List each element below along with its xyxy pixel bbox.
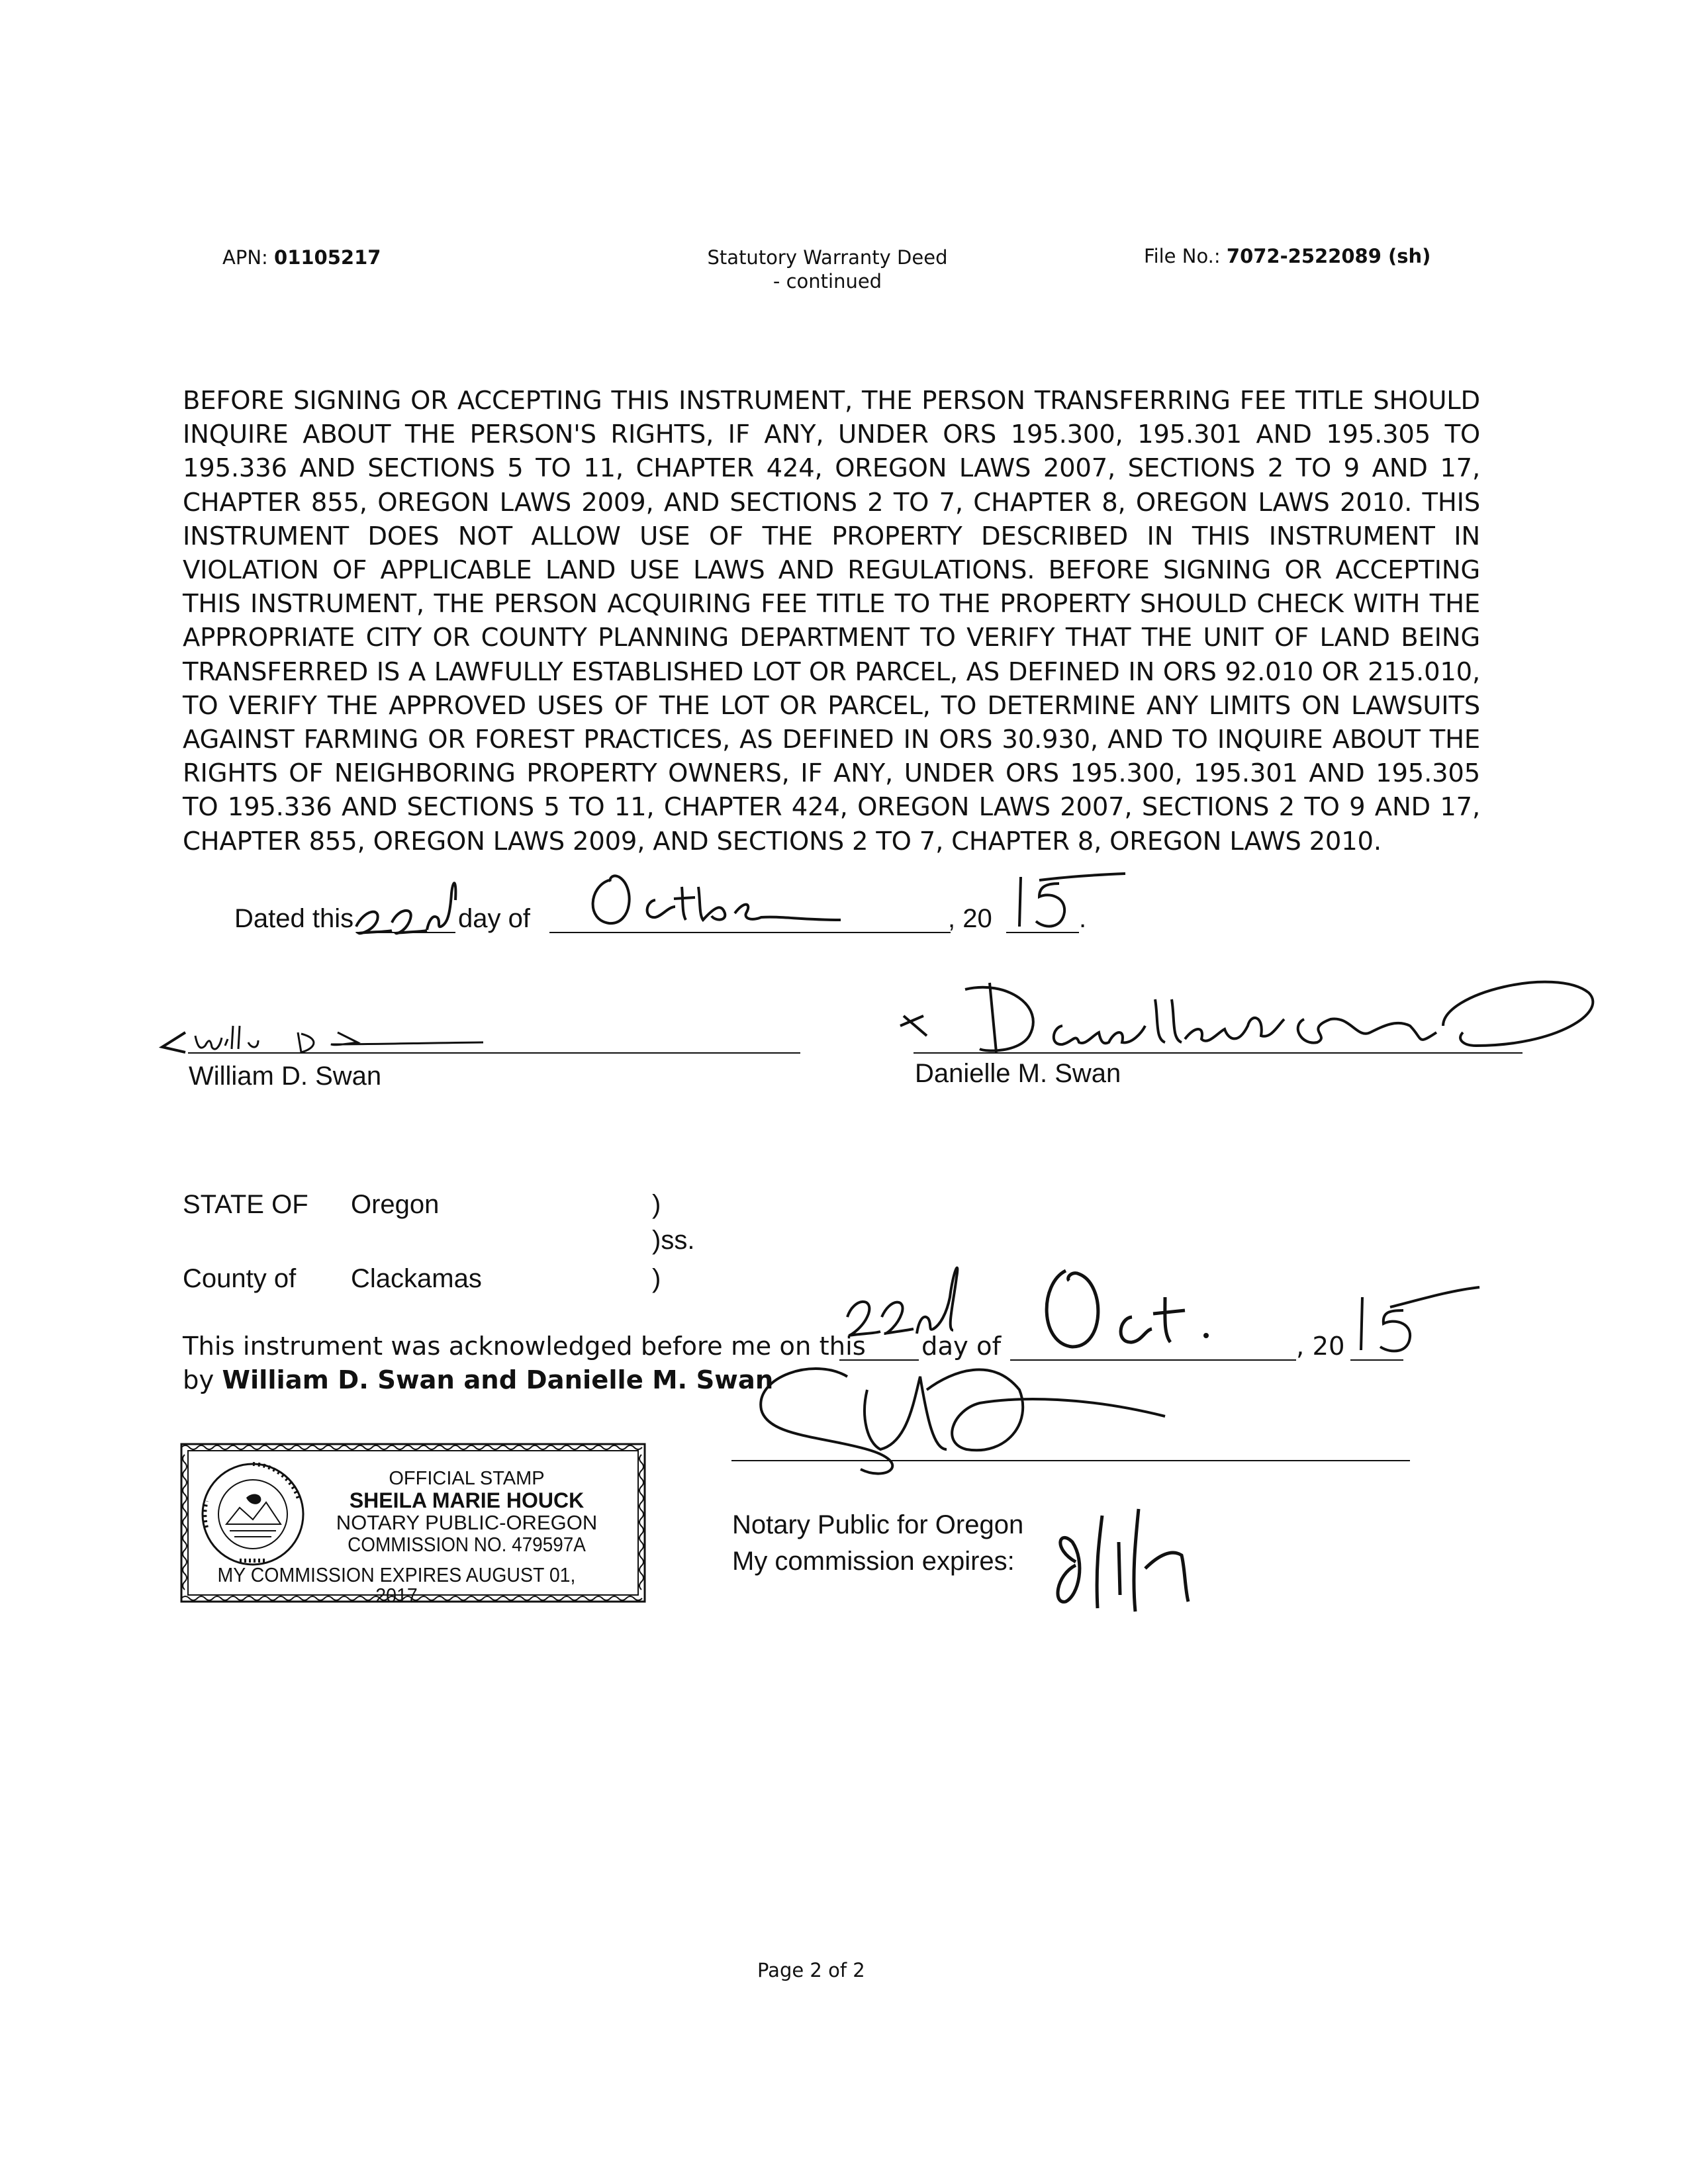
ack-day-of: day of <box>921 1332 1002 1361</box>
notary-signature-drawing <box>715 1350 1192 1489</box>
notice-line: AGAINST FARMING OR FOREST PRACTICES, AS DEFINED IN ORS 30.930, AND TO INQUIRE ABOUT THE <box>183 725 1480 755</box>
dated-period: . <box>1079 904 1087 933</box>
dated-month-handwriting <box>583 860 861 933</box>
state-label: STATE OF <box>183 1190 308 1219</box>
apn-label: APN: <box>222 246 268 269</box>
signer1-signature-drawing <box>159 1006 490 1059</box>
ack-prefix: This instrument was acknowledged before me on this <box>183 1332 866 1361</box>
venue-ss: )ss. <box>652 1226 695 1255</box>
apn-value: 01105217 <box>274 246 381 269</box>
page-number: Page 2 of 2 <box>757 1959 865 1981</box>
file-number-header <box>1144 245 1430 267</box>
ack-month-handwriting <box>1033 1257 1244 1357</box>
document-title <box>662 246 993 293</box>
notice-line: CHAPTER 855, OREGON LAWS 2009, AND SECTIONS 2 TO 7, CHAPTER 8, OREGON LAWS 2010. <box>183 826 1382 856</box>
notice-line: VIOLATION OF APPLICABLE LAND USE LAWS AND REGULATIONS. BEFORE SIGNING OR ACCEPTING <box>183 555 1480 586</box>
dated-prefix: Dated this <box>234 904 354 933</box>
file-label: File No.: <box>1144 245 1221 267</box>
notice-line: THIS INSTRUMENT, THE PERSON ACQUIRING FEE TITLE TO THE PROPERTY SHOULD CHECK WITH THE <box>183 589 1480 619</box>
ack-year-handwriting <box>1350 1284 1483 1363</box>
dated-day-of: day of <box>458 904 530 933</box>
notary-signature-line <box>731 1460 1410 1461</box>
county-value: Clackamas <box>351 1264 482 1293</box>
commission-expires-label: My commission expires: <box>732 1547 1015 1576</box>
document-title-line2: - continued <box>773 270 882 293</box>
stamp-line5: MY COMMISSION EXPIRES AUGUST 01, 2017 <box>217 1563 576 1607</box>
notice-line: TO 195.336 AND SECTIONS 5 TO 11, CHAPTER 424, OREGON LAWS 2007, SECTIONS 2 TO 9 AND 17, <box>183 792 1480 823</box>
stamp-line4: COMMISSION NO. 479597A <box>348 1533 586 1556</box>
notice-line: 195.336 AND SECTIONS 5 TO 11, CHAPTER 424, OREGON LAWS 2007, SECTIONS 2 TO 9 AND 17, <box>183 453 1480 484</box>
signer2-name: Danielle M. Swan <box>915 1059 1121 1088</box>
file-value: 7072-2522089 (sh) <box>1226 245 1431 267</box>
state-value: Oregon <box>351 1190 440 1219</box>
land-use-notice <box>183 384 1480 858</box>
notice-line: RIGHTS OF NEIGHBORING PROPERTY OWNERS, IF ANY, UNDER ORS 195.300, 195.301 AND 195.305 <box>183 758 1480 789</box>
dated-day-handwriting <box>351 874 463 940</box>
ack-day-handwriting <box>841 1251 980 1357</box>
stamp-line3: NOTARY PUBLIC-OREGON <box>336 1511 598 1534</box>
state-seal-icon <box>200 1461 306 1567</box>
stamp-text-block <box>311 1469 622 1555</box>
ack-year-prefix: , 20 <box>1296 1332 1345 1361</box>
notice-line: APPROPRIATE CITY OR COUNTY PLANNING DEPARTMENT TO VERIFY THAT THE UNIT OF LAND BEING <box>183 623 1480 653</box>
notice-line: TO VERIFY THE APPROVED USES OF THE LOT OR PARCEL, TO DETERMINE ANY LIMITS ON LAWSUITS <box>183 690 1480 721</box>
notice-line: INQUIRE ABOUT THE PERSON'S RIGHTS, IF ANY, UNDER ORS 195.300, 195.301 AND 195.305 TO <box>183 420 1480 450</box>
commission-expiry-handwriting <box>1039 1502 1218 1615</box>
stamp-line1: OFFICIAL STAMP <box>389 1468 545 1489</box>
signer1-signature-line <box>188 1052 800 1054</box>
signer2-signature-line <box>914 1052 1523 1054</box>
county-label: County of <box>183 1264 297 1293</box>
ack-by: by <box>183 1365 214 1395</box>
notary-label: Notary Public for Oregon <box>732 1510 1024 1539</box>
venue-paren-3: ) <box>652 1264 661 1293</box>
notice-line: TRANSFERRED IS A LAWFULLY ESTABLISHED LOT OR PARCEL, AS DEFINED IN ORS 92.010 OR 215.010, <box>183 657 1480 687</box>
dated-year-prefix: , 20 <box>948 904 992 933</box>
apn-header <box>222 246 381 269</box>
stamp-line2: SHEILA MARIE HOUCK <box>349 1488 585 1512</box>
document-title-line1: Statutory Warranty Deed <box>707 246 948 269</box>
official-stamp <box>179 1441 647 1607</box>
notice-line: BEFORE SIGNING OR ACCEPTING THIS INSTRUMENT, THE PERSON TRANSFERRING FEE TITLE SHOULD <box>183 386 1480 416</box>
signer1-name: William D. Swan <box>189 1062 382 1091</box>
dated-year-handwriting <box>1013 867 1132 933</box>
acknowledgment-line2 <box>183 1365 773 1395</box>
signer2-signature-drawing <box>894 953 1595 1059</box>
venue-paren-1: ) <box>652 1190 661 1219</box>
notice-line: CHAPTER 855, OREGON LAWS 2009, AND SECTIONS 2 TO 7, CHAPTER 8, OREGON LAWS 2010. THIS <box>183 487 1480 518</box>
notice-line: INSTRUMENT DOES NOT ALLOW USE OF THE PROPERTY DESCRIBED IN THIS INSTRUMENT IN <box>183 521 1480 551</box>
ack-names: William D. Swan and Danielle M. Swan <box>222 1365 774 1395</box>
